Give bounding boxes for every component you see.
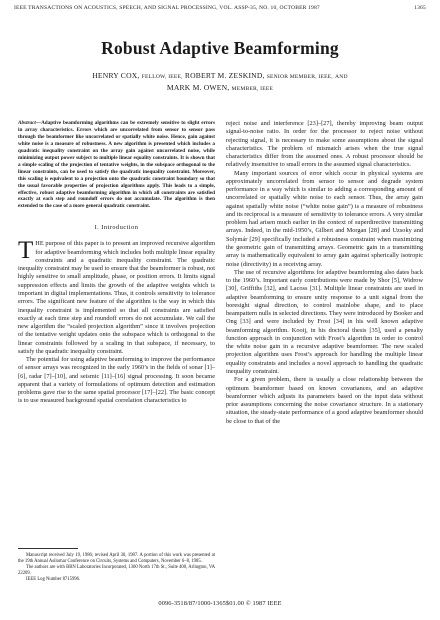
author-cox-grade: FELLOW, IEEE,: [141, 74, 183, 80]
author-line-1: [0, 71, 440, 83]
footnote-log-number: IEEE Log Number 8715996.: [26, 577, 81, 583]
intro-paragraph-2: The potential for using adaptive beamforming to improve the performance of sensor arrays was recognized in the early 1960’s in the fields of sonar [1]–[6], radar [7]–[10], and seismic [11]–[16] signal processing. It soon became apparent that a variety of formulations of optimum detection and estimation problems gave rise to the same spatial processor [17]–[22]. The basic concept is to use measured background spatial correlation characteristics to: [18, 356, 215, 405]
author-owen: MARK M. OWEN,: [166, 82, 230, 92]
footnote-rule: [18, 548, 78, 549]
abstract-lead: Abstract: [18, 120, 36, 126]
author-line-2: [0, 83, 440, 95]
left-column: [18, 120, 215, 406]
intro-paragraph-1: [18, 237, 215, 356]
drop-cap: T: [18, 237, 34, 265]
right-paragraph-2: Many important sources of error which occur in physical systems are approximately uncorrelated from sensor to sensor and degrade system performance in a way which is similar to adding a corresponding amount of uncorrelated or spatially white noise to each sensor. Thus, the array gain against spatially white noise (“white noise gain”) is a measure of robustness and its reciprocal is a measure of sensitivity to tolerance errors. A very similar problem had arisen much earlier in the context of superdirective transmitting arrays. Indeed, in the mid-1950’s, Gilbert and Morgan [28] and Uzsoky and Solymár [29] specifically included a robustness constraint when maximizing the geometric gain of transmitting arrays. Geometric gain in a transmitting array is mathematically equivalent to array gain against spherically isotropic noise (directivity) in a receiving array.: [226, 169, 423, 268]
intro-paragraph-1-text: HE purpose of this paper is to present an improved recursive algorithm for adaptive beamforming which includes both multiple linear equality constraints and a quadratic inequality constraint. The quadratic inequality constraint may be used to ensure that the beamformer is robust, not highly sensitive to small amplitude, phase, or position errors. It limits signal suppression effects and limits the growth of the adaptive weights which is important in digital implementations. Thus, it controls sensitivity to tolerance errors. The significant new feature of the algorithm is the way in which this inequality constraint is implemented so that all constraints are satisfied exactly at each time step and roundoff errors do not accumulate. We call the new algorithm the “scaled projection algorithm” since it involves projection of the tentative weight updates onto the subspace which is orthogonal to the linear constraints followed by a scaling in that subspace, if necessary, to satisfy the quadratic inequality constraint.: [18, 240, 215, 355]
author-zeskind-grade: SENIOR MEMBER, IEEE,: [266, 74, 333, 80]
footnote-affiliation: The authors are with BBN Laboratories Incorporated, 1300 North 17th St., Suite 400, Arlington, VA 22209.: [18, 565, 215, 577]
right-paragraph-3: The use of recursive algorithms for adaptive beamforming also dates back to the 1960’s. Important early contributions were made by Shor [5], Widrow [30], Griffiths [32], and Lacoss [31]. Multiple linear constraints are used in adaptive beamforming to ensure unity response to a unit signal from the boresight signal direction, to control mainlobe shape, and to place beampattern nulls in selected directions. They were introduced by Booker and Ong [33] and were included by Frost [34] in his well known adaptive beamforming algorithm. Kooij, in his doctoral thesis [35], used a penalty function approach in conjunction with Frost’s algorithm in order to control the white noise gain in a recursive adaptive beamformer. The new scaled projection algorithm uses Frost’s approach for handling the multiple linear equality constraints and includes a novel approach to handling the quadratic inequality constraint.: [226, 268, 423, 375]
author-and: AND: [335, 74, 348, 80]
author-cox: HENRY COX,: [92, 71, 140, 80]
author-owen-grade: MEMBER, IEEE: [231, 85, 274, 92]
running-head: [14, 5, 426, 15]
right-column: [226, 120, 423, 426]
footnote: [18, 553, 215, 583]
right-paragraph-4: For a given problem, there is usually a close relationship between the optimum beamformer based on known covariances, and an adaptive beamformer which adjusts its parameters based on the input data without prior assumptions concerning the noise covariance structure. In a stationary situation, the steady-state performance of a good adaptive beamformer should be close to that of the: [226, 376, 423, 425]
running-head-journal: IEEE TRANSACTIONS ON ACOUSTICS, SPEECH, AND SIGNAL PROCESSING, VOL. ASSP-35, NO. 10, OCTOBER 1987: [14, 5, 320, 11]
copyright-line: 0096-3518/87/1000-1365$01.00 © 1987 IEEE: [158, 600, 282, 607]
abstract: [18, 120, 215, 210]
author-zeskind: ROBERT M. ZESKIND,: [184, 71, 265, 80]
footnote-manuscript: Manuscript received July 19, 1986; revised April 30, 1987. A portion of this work was presented at the 19th Annual Asilomar Conference on Circuits, Systems and Computers, November 6–8, 1985.: [18, 553, 215, 565]
author-block: [0, 71, 440, 94]
right-paragraph-1: reject noise and interference [23]–[27], thereby improving beam output signal-to-noise ratio. In order for the processor to reject noise without rejecting signal, it is necessary to make some assumptions about the signal characteristics. The problem of mismatch arises when the true signal characteristics differ from the assumed ones. A robust processor should be relatively insensitive to small errors in the assumed signal characteristics.: [226, 120, 423, 169]
section-heading-introduction: I. Introduction: [94, 224, 139, 232]
abstract-text: —Adaptive beamforming algorithms can be extremely sensitive to slight errors in array characteristics. Errors which are uncorrelated from sensor to sensor pass through the beamformer like uncorrelated or spatially white noise. Hence, gain against white noise is a measure of robustness. A new algorithm is presented which includes a quadratic inequality constraint on the array gain against uncorrelated noise, while minimizing output power subject to multiple linear equality constraints. It is shown that a simple scaling of the projection of tentative weights, in the subspace orthogonal to the linear constraints, can be used to satisfy the quadratic inequality constraint. Moreover, this scaling is equivalent to a projection onto the quadratic constraint boundary so that the usual favorable properties of projection algorithms apply. This leads to a simple, effective, robust adaptive beamforming algorithm in which all constraints are satisfied exactly at each step and roundoff errors do not accumulate. The algorithm is then extended to the case of a more general quadratic constraint.: [18, 120, 215, 210]
page-number: 1365: [414, 5, 426, 11]
paper-title: Robust Adaptive Beamforming: [101, 38, 339, 58]
